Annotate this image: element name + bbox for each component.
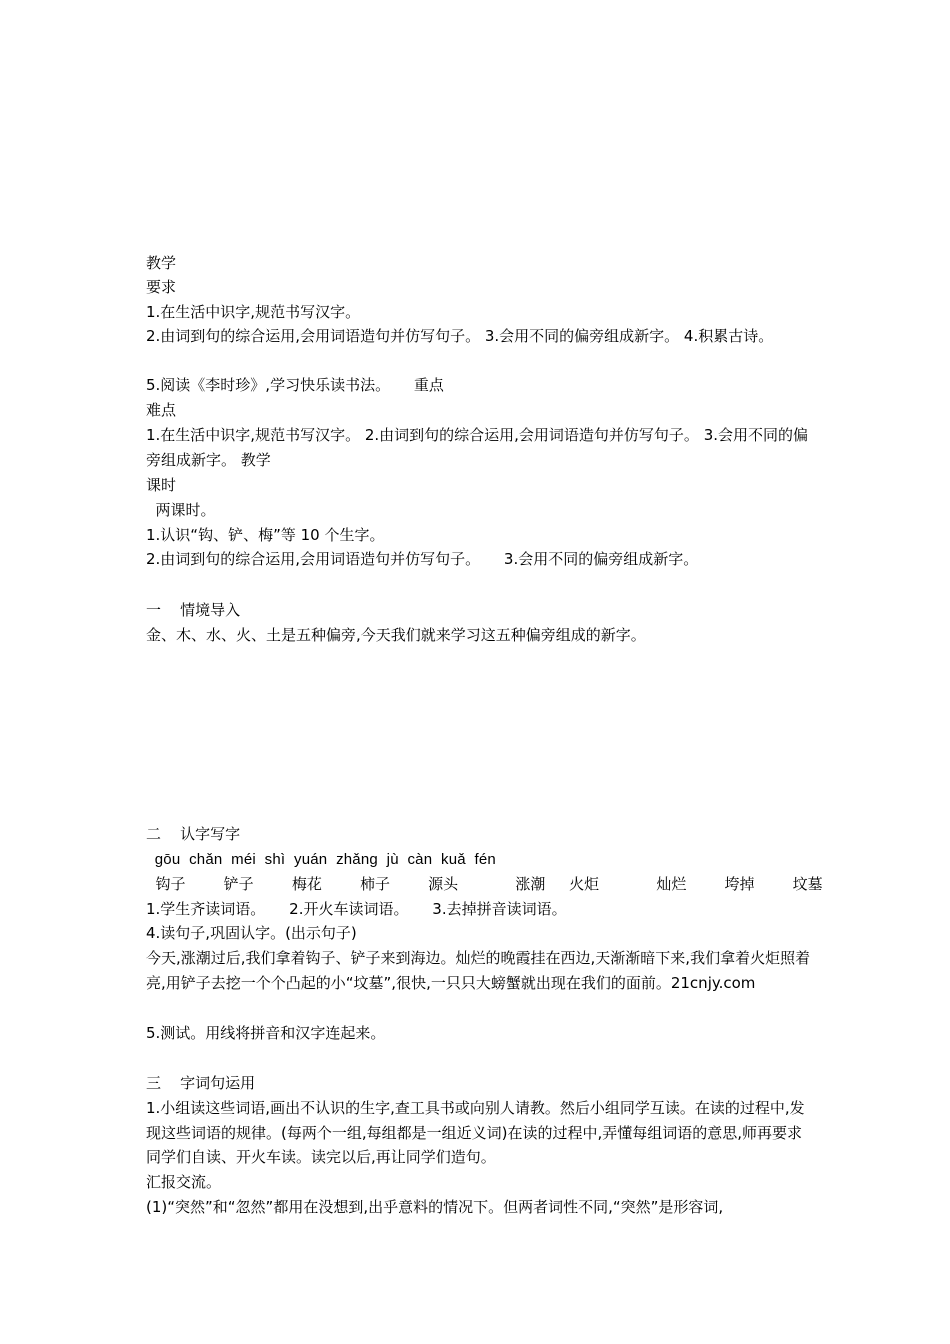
doc-paragraph: 1.在生活中识字,规范书写汉字。 2.由词到句的综合运用,会用词语造句并仿写句子。 3.会用不同的偏旁组成新字。 教学 — [146, 426, 809, 469]
doc-paragraph: 1.小组读这些词语,画出不认识的生字,查工具书或向别人请教。然后小组同学互读。在读的过程中,发现这些词语的规律。(每两个一组,每组都是一组近义词)在读的过程中,弄懂每组词语的意思,师再要求同学们自读、开火车读。读完以后,再让同学们造句。 — [146, 1099, 805, 1166]
doc-line: 课时 — [146, 476, 177, 494]
doc-paragraph: 今天,涨潮过后,我们拿着钩子、铲子来到海边。灿烂的晚霞挂在西边,天渐渐暗下来,我们拿着火炬照着亮,用铲子去挖一个个凸起的小“坟墓”,很快,一只只大螃蟹就出现在我们的面前。21cnjy.com — [146, 949, 811, 992]
doc-line: 1.在生活中识字,规范书写汉字。 — [146, 303, 361, 321]
pinyin-row: gōu chǎn méi shì yuán zhǎng jù càn kuǎ fén — [146, 851, 496, 868]
doc-line: 两课时。 — [146, 501, 216, 519]
section-heading: 一 情境导入 — [146, 601, 241, 619]
word-row: 钩子 铲子 梅花 柿子 源头 涨潮 火炬 灿烂 垮掉 坟墓 — [146, 875, 823, 893]
doc-line: 1.认识“钩、铲、梅”等 10 个生字。 — [146, 526, 385, 544]
doc-line: 汇报交流。 — [146, 1173, 222, 1191]
doc-line: 5.测试。用线将拼音和汉字连起来。 — [146, 1024, 386, 1042]
doc-line: 5.阅读《李时珍》,学习快乐读书法。 重点 — [146, 376, 444, 394]
doc-line: 1.学生齐读词语。 2.开火车读词语。 3.去掉拼音读词语。 — [146, 900, 567, 918]
doc-line: 2.由词到句的综合运用,会用词语造句并仿写句子。 3.会用不同的偏旁组成新字。 — [146, 550, 699, 568]
doc-line: 教学 — [146, 254, 177, 272]
section-heading: 三 字词句运用 — [146, 1074, 256, 1092]
doc-line: 难点 — [146, 401, 177, 419]
doc-line: (1)“突然”和“忽然”都用在没想到,出乎意料的情况下。但两者词性不同,“突然”是形容词, — [146, 1198, 724, 1216]
doc-line: 要求 — [146, 278, 177, 296]
doc-paragraph: 2.由词到句的综合运用,会用词语造句并仿写句子。 3.会用不同的偏旁组成新字。 4.积累古诗。 — [146, 327, 774, 345]
doc-line: 金、木、水、火、土是五种偏旁,今天我们就来学习这五种偏旁组成的新字。 — [146, 626, 646, 644]
doc-line: 4.读句子,巩固认字。(出示句子) — [146, 924, 357, 942]
section-heading: 二 认字写字 — [146, 825, 241, 843]
